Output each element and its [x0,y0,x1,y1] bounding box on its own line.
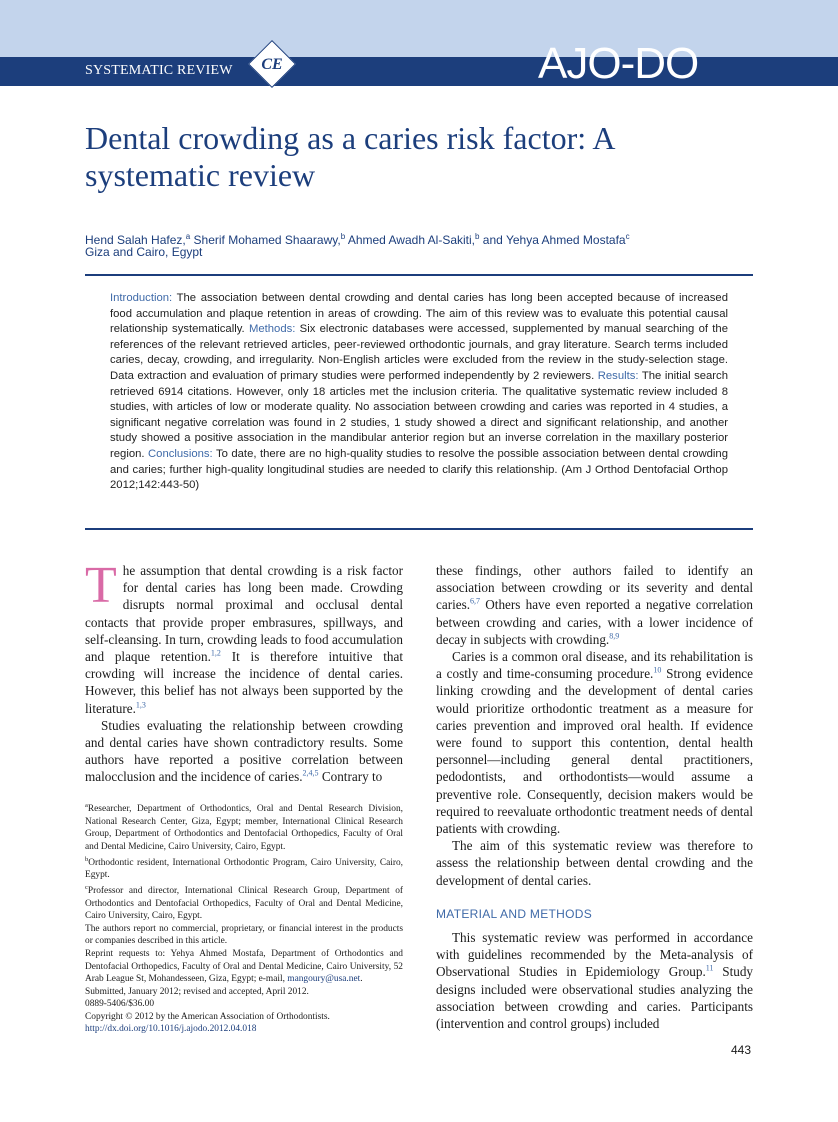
body-right-column [436,562,753,1032]
footnotes [85,800,403,1036]
dropcap: T [85,557,117,614]
copyright: Copyright © 2012 by the American Association of Orthodontists. [85,1011,330,1022]
issn: 0889-5406/$36.00 [85,999,155,1010]
page-number: 443 [731,1043,752,1057]
paragraph: The aim of this systematic review was therefore to assess the relationship between dental crowding and the development of dental caries. [436,838,753,888]
abstract-conclusions-heading: Conclusions: [148,447,213,460]
reprint-text: Reprint requests to: Yehya Ahmed Mostafa, Department of Orthodontics and Dentofacial Orthopedics, Faculty of Oral and Dental Medicine, Cairo University, 52 Arab League St, Mohandesseen, Giza, Egypt; e-mail, [85,948,403,985]
footnote [85,854,403,882]
footnote-mark: b [85,855,89,863]
citation-link[interactable]: 6,7 [470,597,481,607]
author-name: Sherif Mohamed Shaarawy, [190,233,341,247]
abstract-top-rule [85,274,753,276]
abstract-intro-heading: Introduction: [110,292,173,304]
reprint-end: . [360,974,363,985]
abstract-methods: Six electronic databases were accessed, supplemented by manual searching of the references of the relevant retrieved articles, peer-reviewed orthodontic journals, and gray literature. Search terms included caries, decay, crowding, and irregularity. Non-English articles were excluded from the review in the study-selection stage. Data extraction and evaluation of primary studies were performed independently by 2 reviewers. [110,323,728,382]
paragraph-text: he assumption that dental crowding is a risk factor for dental caries has long been made. Crowding disrupts normal proximal and occlusal dental contacts that provide proper embrasures, spillways, and self-cleansing. In turn, crowding leads to food accumulation and plaque retention. [85,563,403,665]
abstract [110,291,728,494]
paragraph-text: Caries is a common oral disease, and its rehabilitation is a costly and time-consuming procedure. [436,649,753,682]
citation-link[interactable]: 1,2 [210,648,221,658]
paragraph-text: Strong evidence linking crowding and the development of dental caries would prioritize orthodontic treatment as a measure for caries prevention and improved oral health. If evidence were found to support this contention, dental health personnel—including general dental practitioners, pedodontists, and orthodontists—would assume a preventive role. Consequently, decision makers would be required to reevaluate orthodontic treatment needs of dental patients with crowding. [436,666,754,837]
email-link[interactable]: mangoury@usa.net [287,974,361,985]
abstract-results-heading: Results: [597,369,639,382]
citation-link[interactable]: 11 [705,964,714,974]
abstract-methods-heading: Methods: [248,323,296,336]
affiliation-mark: b [475,232,480,241]
citation-link[interactable]: 8,9 [609,631,620,641]
reprint-requests [85,948,403,986]
section-heading: MATERIAL AND METHODS [436,906,593,921]
citation-link[interactable]: 10 [653,665,662,675]
paragraph-text: these findings, other authors failed to identify an association between crowding or its severity and dental caries. [436,563,753,613]
paragraph-text: Others have even reported a negative correlation between crowding and caries, with a lower incidence of decay in subjects with crowding. [436,597,753,647]
footnote-mark: a [85,802,88,809]
body-left-column [85,557,403,786]
abstract-conclusions: To date, there are no high-quality studies to resolve the possible association between dental crowding and caries; further high-quality longitudinal studies are needed to clarify this relationship. (Am J Orthod Dentofacial Orthop 2012;142:443-50) [110,447,728,492]
paragraph-text: This systematic review was performed in accordance with guidelines recommended by the Meta-analysis of Observational Studies in Epidemiology Group. [436,930,753,980]
disclosure: The authors report no commercial, proprietary, or financial interest in the products or companies described in this article. [85,923,403,947]
author-name: Hend Salah Hafez, [85,233,186,247]
section-label: SYSTEMATIC REVIEW [85,63,233,78]
paragraph [436,648,753,837]
abstract-bottom-rule [85,528,753,530]
footnote-text: Orthodontic resident, International Orthodontic Program, Cairo University, Cairo, Egypt. [85,857,403,881]
footnote-text: Professor and director, International Clinical Research Group, Department of Orthodontics and Dentofacial Orthopedics, Faculty of Oral and Dental Medicine, Cairo University, Cairo, Egypt. [85,885,403,922]
author-location: Giza and Cairo, Egypt [85,245,203,259]
doi-link[interactable]: http://dx.doi.org/10.1016/j.ajodo.2012.04.018 [85,1024,257,1035]
footnote [85,882,403,923]
footnote-mark: c [85,883,88,891]
citation-link[interactable]: 2,4,5 [302,769,319,779]
journal-logo: AJO-DO [538,39,699,88]
paragraph [436,929,753,1032]
footnote-text: Researcher, Department of Orthodontics, Oral and Dental Research Division, National Research Center, Giza, Egypt; member, International Clinical Research Group, Department of Orthodontics and Dentofacial Orthopedics, Faculty of Oral and Dental Medicine, Cairo University, Cairo, Egypt. [85,804,403,852]
paragraph-text: It is therefore intuitive that crowding will increase the incidence of dental caries. However, this belief has not always been supported by the literature. [85,649,403,716]
abstract-results: The initial search retrieved 6914 citations. However, only 18 articles met the inclusion criteria. The qualitative systematic review included 8 studies, with articles of low or moderate quality. No association between crowding and caries was reported in 4 studies, a significant negative correlation was found in 2 studies, 1 study showed a direct and significant relationship, and another study showed a positive association in the mandibular anterior region but an inverse correlation in the maxillary posterior region. [110,369,728,460]
author-name: Ahmed Awadh Al-Sakiti, [345,233,476,247]
paragraph-text: Contrary to [318,769,383,785]
ce-badge-text: CE [261,56,283,73]
author-name: and Yehya Ahmed Mostafa [479,233,626,247]
paragraph [85,557,403,717]
affiliation-mark: c [625,232,630,241]
paragraph-text: Studies evaluating the relationship between crowding and dental caries have shown contradictory results. Some authors have reported a positive correlation between malocclusion and the incidence of caries. [85,717,403,785]
affiliation-mark: b [340,232,346,241]
citation-link[interactable]: 1,3 [135,700,146,710]
paragraph [436,562,753,648]
affiliation-mark: a [185,232,191,241]
paragraph [85,717,403,786]
header-band [0,0,838,57]
paragraph-text: Study designs included were observational studies analyzing the association between crowding and caries. Participants (intervention and control groups) included [436,964,754,1032]
footnote [85,800,403,854]
submission-dates: Submitted, January 2012; revised and accepted, April 2012. [85,986,309,997]
article-title: Dental crowding as a caries risk factor: A systematic review [85,120,614,193]
abstract-intro: The association between dental crowding and dental caries has long been accepted because of increased food accumulation and plaque retention in areas of crowding. The aim of this review was to evaluate this potential causal relationship systematically. [110,292,728,336]
